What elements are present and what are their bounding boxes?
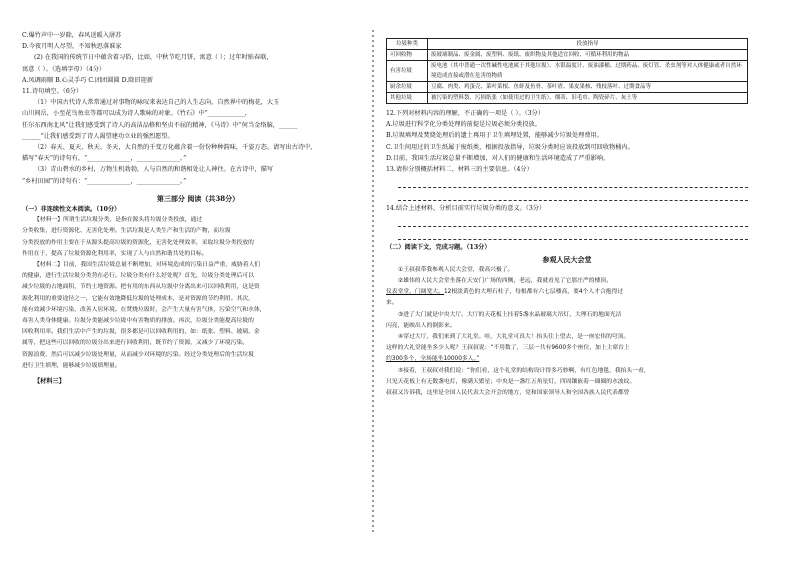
table-cell-guide: 废玻璃制品、废金属、废塑料、废纸、废织物及其他适宜回收、可循环利用的物品 — [428, 50, 748, 61]
question-11-3: （3）青山碧水的乡村，万物生机勃勃，人与自然的和谐相处让人神往。在古诗中，描写 — [34, 166, 274, 174]
question-12-option-d: D.目前，我国生活垃圾总量不断增加，对人们的健康和生活环境造成了严重影响。 — [386, 154, 610, 162]
table-row — [387, 82, 748, 93]
question-11-1-line2: 山川间岳，小至花鸟鱼虫等都可以成为诗人歌咏的对象。《竹石》中“____________， — [22, 110, 251, 118]
question-12-option-b: B.垃圾填埋及焚烧处理后的遗土再用于卫生填埋处置，能够减少垃圾处理费用。 — [386, 132, 603, 140]
question-11-2: （2）春天、夏天、秋天、冬天，大自然的千变万化蕴含着一份份种种韵味，千姿万态。请写出古诗中， — [34, 144, 317, 152]
question-11-2-line2: 描写“春天”的诗句有，“______________，______________。” — [22, 155, 187, 163]
material-1 — [22, 215, 374, 260]
table-cell-kind: 其他垃圾 — [387, 93, 428, 104]
material-2-line: 【材料二】目前，我国生活垃圾总量不断增加，对环境造成的污染日益严重，威胁着人们 — [34, 262, 261, 269]
answer-line[interactable] — [398, 217, 748, 227]
question-11-3-line2: “乡村田园”的诗句有：“______________，______________。” — [22, 177, 187, 185]
table-header-kind: 垃圾种类 — [387, 39, 428, 50]
paragraph-2: ②雄伟的人民大会堂坐落在天安门广场的西侧，老远，我就看见了它那庄严的楼顶。 — [398, 278, 612, 285]
question-11-1-line3: 任尔东西南北风”让我们感受到了诗人的高洁品格和坚贞不屈的精神，《马诗》中“何当金络脑，______ — [22, 121, 298, 129]
material-1-line: 作用在于，提高了垃圾资源化利用率，实现了人与自然和谐共处的目标。 — [22, 250, 208, 257]
material-2-line: 能有效减少环境污染，改善人居环境。在焚烧垃圾时，会产生大量有害气体，污染空气和水体， — [22, 306, 266, 313]
paragraph-4: ④穿过大厅，我们来到了大礼堂。哇，大礼堂可真大！抬头往上望去，是一座宏伟的穹顶。 — [398, 334, 630, 341]
material-1-line: 分类收集，进行资源化、无害化处理。生活垃圾是人类生产和生活的产物，而垃圾 — [22, 228, 231, 235]
question-12-option-a: A.垃圾进行科学化分类处理的前提是垃圾必须分类投放。 — [386, 121, 541, 129]
paragraph-2-line2 — [386, 287, 748, 298]
answer-line[interactable] — [398, 191, 748, 201]
underlined-text: 仪表堂堂，门阔宽大。 — [386, 289, 444, 296]
right-column — [386, 38, 748, 399]
material-2 — [22, 260, 374, 372]
question-10-2-cont: 寓意（ ）。（选填字母）（4分） — [22, 65, 106, 73]
material-2-line: 的健康，进行生活垃圾分类势在必行。垃圾分类有什么好处呢？首先，垃圾分类处理后可以 — [22, 273, 254, 280]
left-column — [22, 30, 374, 387]
table-row — [387, 50, 748, 61]
question-14: 14.结合上述材料，分析目前实行垃圾分类的意义。（3分） — [386, 205, 546, 213]
material-1-line: 【材料一】所谓生活垃圾分类，是指在源头将垃圾分类投放，通过 — [34, 217, 203, 224]
question-11-1-line4: ______”让我们感受到了诗人渴望建功立业的强烈愿望。 — [22, 132, 174, 140]
question-12: 12.下列对材料内容的理解，不正确的一项是（ ）。（3分） — [386, 110, 545, 117]
answer-line[interactable] — [398, 178, 748, 188]
material-1-line: 分类投放的作用主要在于从源头提高垃圾的资源化、无害化处理效率，采取垃圾分类投放的 — [22, 239, 254, 246]
table-cell-guide: 豆腐、肉类、鸡蛋壳、菜叶菜根、鱼虾及鱼骨、茶叶渣、果皮果核、残枝落叶、过期食品等 — [428, 82, 748, 93]
paragraph-1: ①王叔叔带我参观人民大会堂，我高兴极了。 — [398, 266, 514, 273]
table-cell-kind: 有害垃圾 — [387, 61, 428, 82]
material-2-line: 进行卫生填埋，能够减少垃圾填埋量。 — [22, 362, 121, 369]
garbage-sorting-table — [386, 38, 748, 104]
paragraph-2-line3: 来。 — [386, 300, 398, 307]
part-1-title: （一）非连续性文本阅读。（10分） — [22, 206, 121, 214]
section-3-heading: 第三部分 阅读（共38分） — [156, 193, 240, 203]
table-header-guide: 投放指导 — [428, 39, 748, 50]
paragraph-4-line3: 约300多个，全场能坐10000多人。” — [386, 356, 480, 363]
question-13: 13.请你分别概括材料二、材料三的主要信息。（4分） — [386, 166, 533, 174]
question-12-option-c: C.卫生间用过的卫生纸属于废纸类，根据投放指导，垃圾分类时应该投放到可回收物桶内。 — [386, 143, 634, 151]
table-header-row — [387, 39, 748, 50]
answer-line[interactable] — [398, 230, 748, 240]
article-title: 参观人民大会堂 — [542, 254, 592, 264]
table-cell-guide: 废电池（其中普通一次性碱性电池属于其他垃圾）、水银温度计、废油漆桶、过期药品、废灯管、杀虫剂等对人体健康或者自然环境造成直接或潜在危害的物质 — [428, 61, 748, 82]
table-row — [387, 93, 748, 104]
material-2-line: 源化利用的重要途径之一，它能有效地降低垃圾的处理成本，是对资源的节约利用。其次， — [22, 295, 254, 302]
paragraph-5: ⑤接着，王叔叔对我们说：“你们看，这个礼堂的结构设计得多巧妙啊，有红色地毯，我抬头一看， — [398, 367, 650, 374]
material-2-line: 资源浪费，然后可以减少垃圾处理量，从而减少对环境的污染。经过分类处理后的生活垃圾 — [22, 351, 254, 358]
table-cell-guide: 被污染的塑料袋、污损纸张（如使用过的卫生纸）、烟蒂、旧毛巾、陶瓷碎片、灰土等 — [428, 93, 748, 104]
paragraph-3-line2: 闪亮，能映出人的倒影来。 — [386, 322, 456, 329]
table-cell-kind: 可回收物 — [387, 50, 428, 61]
paragraph-5-line2: 只见天花板上有无数盏电灯，像满天繁星；中央是一盏红五角星灯，四周镶嵌着一圈圈的水波纹。 — [386, 378, 636, 385]
table-row — [387, 61, 748, 82]
material-2-line: 毒害人类身体健康。垃圾分类能减少垃圾中有害物质的排放。再次，垃圾分类能提高垃圾的 — [22, 318, 254, 325]
question-11-title: 11.诗句填空。（6分） — [22, 88, 83, 96]
material-3-label: 【材料三】 — [34, 378, 65, 386]
material-2-line: 减少垃圾的占地面积，节约土地资源。把有用的东西从垃圾中分离出来可以回收利用，这是资 — [22, 284, 260, 291]
question-10-options: A.凤调雨顺 B.心灵手巧 C.团团圆圆 D.除旧迎新 — [22, 76, 154, 84]
paragraph-2-text: 12根淡黄色的大理石柱子，每根都有六七层楼高，要4个人才合抱得过 — [443, 289, 624, 296]
part-2-title: （二）阅读下文，完成习题。（13分） — [386, 244, 491, 252]
material-2-line: 属等，把这些可以回收的垃圾分出来进行回收利用，既节约了资源，又减少了环境污染。 — [22, 340, 249, 347]
article-body — [386, 265, 748, 399]
material-2-line: 回收利用率。我们生活中产生的垃圾，很多都是可以回收利用的，如：纸张、塑料、玻璃、金 — [22, 329, 260, 336]
paragraph-5-line3: 叔叔又告诉我，这里是全国人民代表大会开会的地方，党和国家领导人和全国各族人民代表都曾 — [386, 390, 630, 397]
question-11-1: （1）中国古代诗人常常通过对事物的咏叹来表达自己的人生志向。自然界中的梅花，大玉 — [34, 99, 280, 107]
table-cell-kind: 厨余垃圾 — [387, 82, 428, 93]
question-10-2: (2) 在我国的传统节日中蕴含着习俗，比如，中秋节吃月饼，寓意（ ）；过年时贴春联， — [34, 54, 273, 62]
option-c: C.爆竹声中一岁除，春风送暖入屠苏 — [22, 32, 122, 39]
paragraph-4-line2: 这样的大礼堂能坐多少人呢？王叔叔说：“不用数了，三层一共有9600多个座位，加上主席台上 — [386, 345, 630, 352]
paragraph-3: ③进了大门就是中央大厅。大厅的天花板上挂着5盏水晶玻璃大吊灯，大理石的地面光洁 — [398, 311, 622, 318]
option-d: D.今夜月明人尽望，不知秋思落谁家 — [22, 43, 122, 51]
